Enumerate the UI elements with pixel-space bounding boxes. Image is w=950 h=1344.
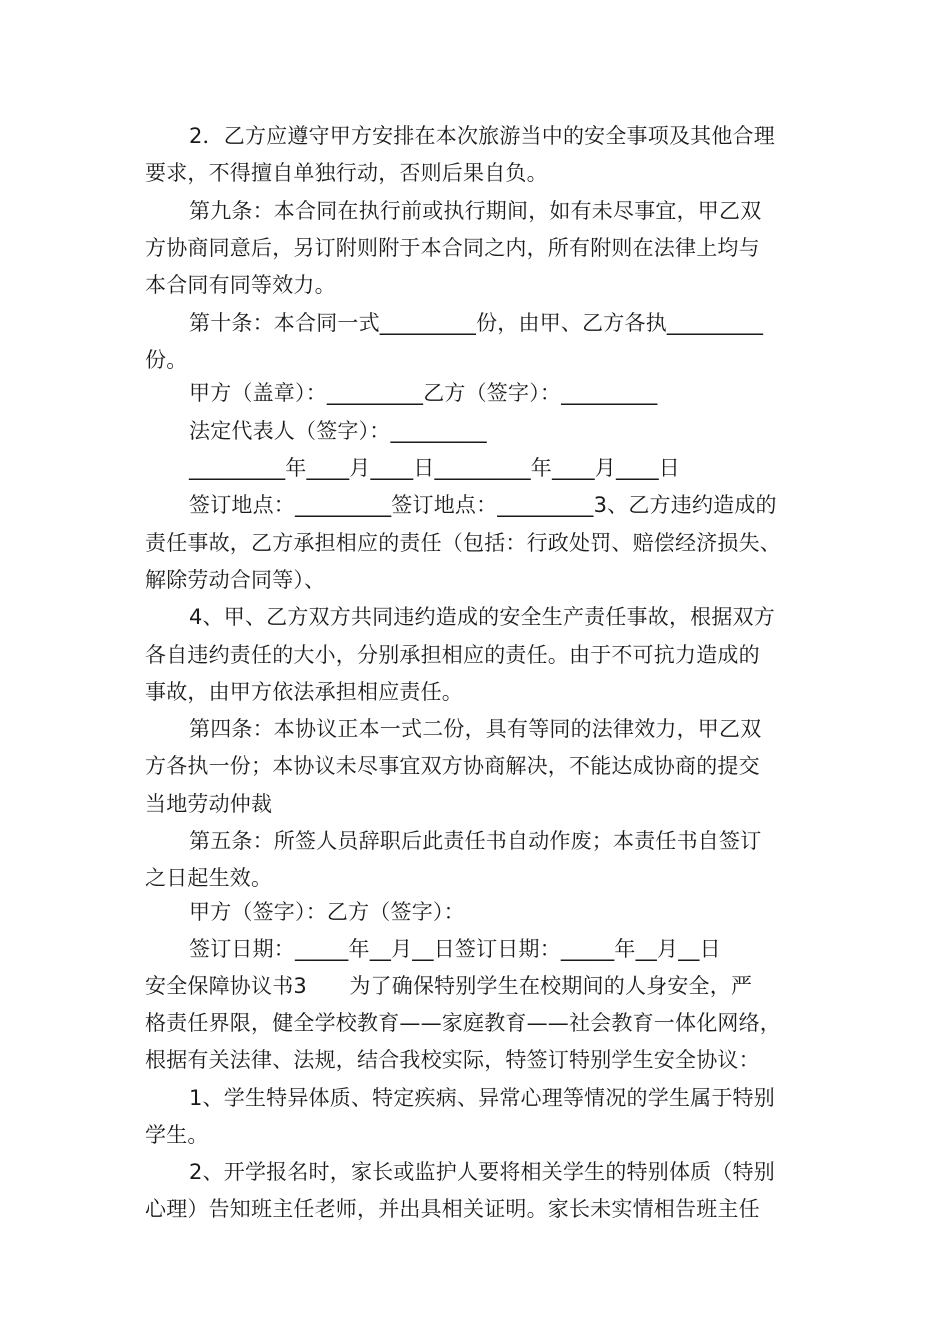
text-line: 2．乙方应遵守甲方安排在本次旅游当中的安全事项及其他合理: [189, 124, 775, 148]
text-line: 签订地点：_________签订地点：_________3、乙方违约造成的: [189, 493, 777, 517]
text-line: 学生。: [145, 1123, 209, 1147]
text-line: 第九条：本合同在执行前或执行期间，如有未尽事宜，甲乙双: [189, 199, 762, 223]
text-line: 格责任界限，健全学校教育——家庭教育——社会教育一体化网络，: [145, 1011, 781, 1035]
text-line: 之日起生效。: [145, 866, 273, 890]
text-line: 第四条：本协议正本一式二份，具有等同的法律效力，甲乙双: [189, 717, 762, 741]
text-line: 事故，由甲方依法承担相应责任。: [145, 680, 463, 704]
text-line: 第十条：本合同一式_________份，由甲、乙方各执_________: [189, 311, 764, 335]
text-line: 份。: [145, 348, 188, 372]
text-line: 方各执一份；本协议未尽事宜双方协商解决，不能达成协商的提交: [145, 754, 760, 778]
text-line: 根据有关法律、法规，结合我校实际，特签订特别学生安全协议：: [145, 1048, 760, 1072]
text-line: 4、甲、乙方双方共同违约造成的安全生产责任事故，根据双方: [189, 605, 775, 629]
text-line: 要求，不得擅自单独行动，否则后果自负。: [145, 161, 548, 185]
text-line: 法定代表人（签字）：_________: [189, 419, 487, 443]
text-line: _________年____月____日_________年____月____日: [189, 456, 680, 480]
text-line: 心理）告知班主任老师，并出具相关证明。家长未实情相告班主任: [145, 1197, 760, 1221]
text-line: 1、学生特异体质、特定疾病、异常心理等情况的学生属于特别: [189, 1086, 775, 1110]
text-line: 签订日期：_____年__月__日签订日期：_____年__月__日: [189, 937, 721, 961]
text-line: 2、开学报名时，家长或监护人要将相关学生的特别体质（特别: [189, 1160, 775, 1184]
text-line: 本合同有同等效力。: [145, 273, 336, 297]
text-line: 安全保障协议书3 为了确保特别学生在校期间的人身安全，严: [145, 974, 753, 998]
text-line: 当地劳动仲裁: [145, 792, 273, 816]
text-line: 甲方（盖章）：_________乙方（签字）：_________: [189, 381, 658, 405]
text-line: 甲方（签字）：乙方（签字）：: [189, 900, 465, 924]
text-line: 解除劳动合同等）、: [145, 568, 326, 592]
text-line: 责任事故，乙方承担相应的责任（包括：行政处罚、赔偿经济损失、: [145, 531, 781, 555]
text-line: 第五条：所签人员辞职后此责任书自动作废；本责任书自签订: [189, 829, 762, 853]
text-line: 各自违约责任的大小，分别承担相应的责任。由于不可抗力造成的: [145, 643, 760, 667]
text-line: 方协商同意后，另订附则附于本合同之内，所有附则在法律上均与: [145, 236, 760, 260]
